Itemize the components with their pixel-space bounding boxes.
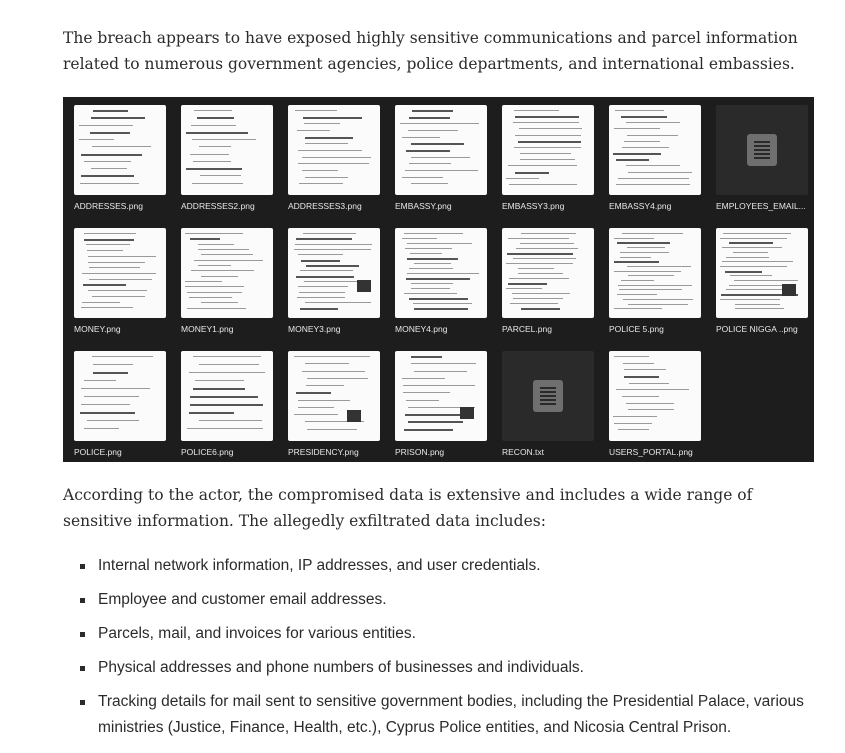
file-tile[interactable] — [288, 105, 380, 211]
image-thumbnail — [288, 228, 380, 318]
file-tile[interactable] — [716, 105, 808, 211]
file-name: POLICE.png — [74, 447, 122, 457]
document-icon — [747, 134, 777, 166]
file-name: EMPLOYEES_EMAIL... — [716, 201, 806, 211]
intro-paragraph: The breach appears to have exposed highly sensitive communications and parcel information related to numerous government agencies, police departments, and international embassies. — [63, 29, 798, 73]
text-file-thumbnail — [716, 105, 808, 195]
image-thumbnail — [395, 228, 487, 318]
file-tile[interactable] — [395, 105, 487, 211]
file-tile[interactable] — [74, 228, 166, 334]
file-tile[interactable] — [288, 228, 380, 334]
list-item-text: Parcels, mail, and invoices for various entities. — [98, 625, 416, 642]
document-icon — [533, 380, 563, 412]
image-thumbnail — [288, 105, 380, 195]
file-name: POLICE 5.png — [609, 324, 664, 334]
file-tile[interactable] — [395, 351, 487, 457]
list-item — [80, 689, 820, 741]
file-tile[interactable] — [74, 351, 166, 457]
image-thumbnail — [609, 351, 701, 441]
image-thumbnail — [181, 351, 273, 441]
list-item — [80, 553, 820, 579]
image-thumbnail — [181, 105, 273, 195]
file-tile[interactable] — [181, 105, 273, 211]
file-name: MONEY.png — [74, 324, 121, 334]
image-thumbnail — [181, 228, 273, 318]
bullet-marker — [80, 700, 85, 705]
image-thumbnail — [74, 351, 166, 441]
text-file-thumbnail — [502, 351, 594, 441]
file-name: EMBASSY.png — [395, 201, 452, 211]
file-name: EMBASSY4.png — [609, 201, 672, 211]
list-item — [80, 587, 820, 613]
image-thumbnail — [609, 228, 701, 318]
image-thumbnail — [74, 228, 166, 318]
file-tile[interactable] — [609, 351, 701, 457]
file-name: EMBASSY3.png — [502, 201, 565, 211]
image-thumbnail — [395, 351, 487, 441]
image-thumbnail — [395, 105, 487, 195]
file-tile[interactable] — [502, 105, 594, 211]
file-name: MONEY4.png — [395, 324, 448, 334]
file-tile[interactable] — [74, 105, 166, 211]
file-name: RECON.txt — [502, 447, 545, 457]
file-tile[interactable] — [716, 228, 808, 334]
bullet-marker — [80, 632, 85, 637]
list-item-text: Internal network information, IP addresses, and user credentials. — [98, 557, 541, 574]
summary-paragraph: According to the actor, the compromised data is extensive and includes a wide range of sensitive information. The allegedly exfiltrated data includes: — [63, 486, 753, 530]
file-name: USERS_PORTAL.png — [609, 447, 693, 457]
exfiltrated-data-list — [80, 553, 820, 749]
file-tile[interactable] — [502, 228, 594, 334]
bullet-marker — [80, 598, 85, 603]
file-name: ADDRESSES3.png — [288, 201, 362, 211]
file-tile[interactable] — [288, 351, 380, 457]
bullet-marker — [80, 666, 85, 671]
file-name: MONEY3.png — [288, 324, 341, 334]
file-tile[interactable] — [395, 228, 487, 334]
image-thumbnail — [502, 228, 594, 318]
file-tile[interactable] — [609, 105, 701, 211]
file-tile[interactable] — [502, 351, 594, 457]
file-name: ADDRESSES.png — [74, 201, 143, 211]
image-thumbnail — [716, 228, 808, 318]
file-name: POLICE6.png — [181, 447, 234, 457]
file-name: POLICE NIGGA ..png — [716, 324, 798, 334]
list-item — [80, 621, 820, 647]
file-tile[interactable] — [181, 351, 273, 457]
file-name: PARCEL.png — [502, 324, 552, 334]
image-thumbnail — [609, 105, 701, 195]
file-name: PRISON.png — [395, 447, 445, 457]
file-gallery-screenshot — [63, 97, 814, 462]
file-tile[interactable] — [609, 228, 701, 334]
file-name: PRESIDENCY.png — [288, 447, 359, 457]
file-tile[interactable] — [181, 228, 273, 334]
file-name: MONEY1.png — [181, 324, 234, 334]
list-item-text: Tracking details for mail sent to sensitive government bodies, including the Presidential Palace, various ministries (Justice, Finance, Health, etc.), Cyprus Police entities, and Nicosia Central Prison. — [98, 693, 804, 736]
file-name: ADDRESSES2.png — [181, 201, 255, 211]
list-item-text: Employee and customer email addresses. — [98, 591, 387, 608]
bullet-marker — [80, 564, 85, 569]
image-thumbnail — [288, 351, 380, 441]
image-thumbnail — [74, 105, 166, 195]
list-item — [80, 655, 820, 681]
list-item-text: Physical addresses and phone numbers of businesses and individuals. — [98, 659, 584, 676]
image-thumbnail — [502, 105, 594, 195]
